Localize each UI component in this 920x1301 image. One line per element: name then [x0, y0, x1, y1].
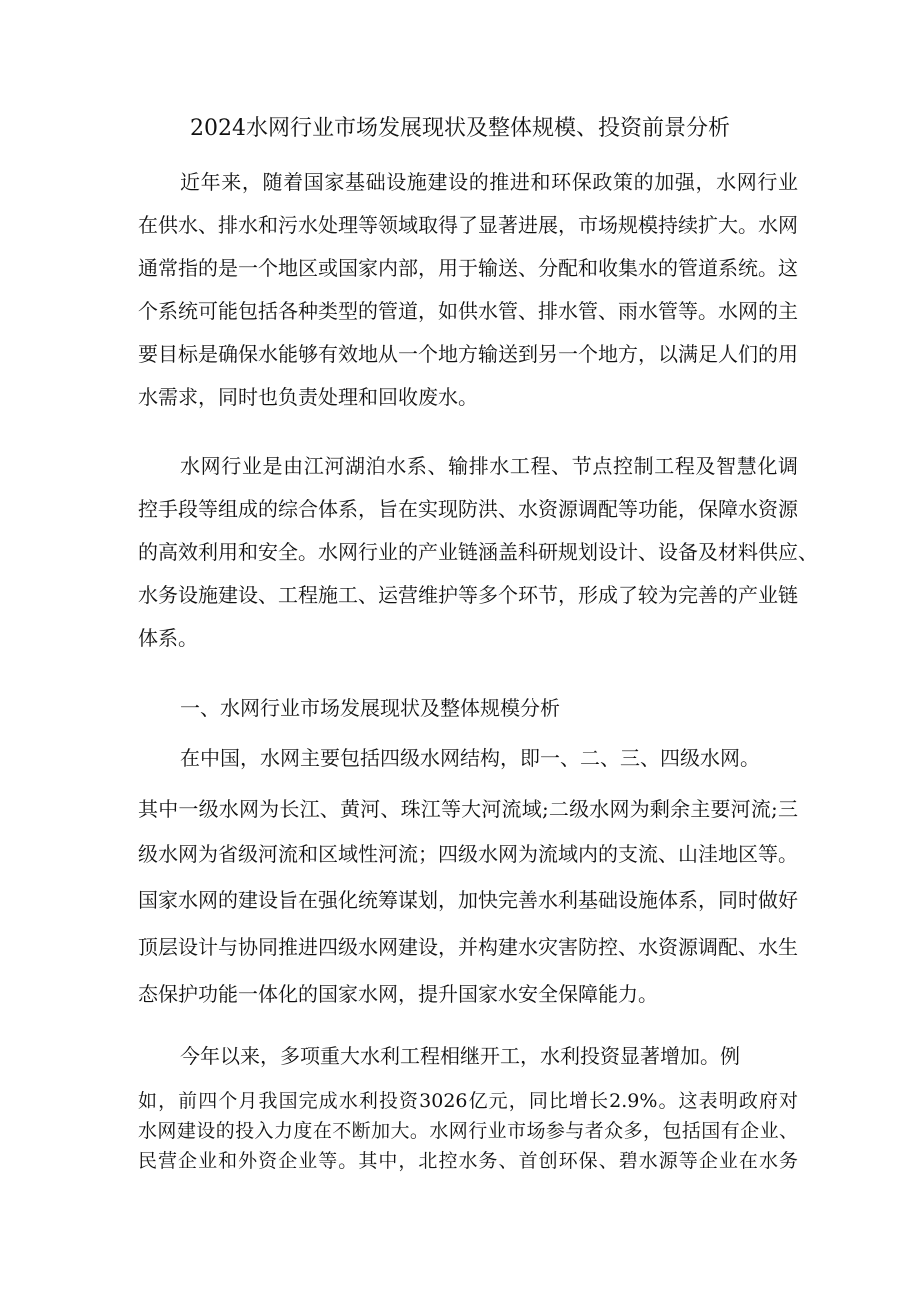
paragraph-3-line-4: 国家水网的建设旨在强化统筹谋划，加快完善水利基础设施体系，同时做好	[138, 888, 798, 912]
document-title: 2024水网行业市场发展现状及整体规模、投资前景分析	[190, 116, 730, 141]
paragraph-2-line-4: 水务设施建设、工程施工、运营维护等多个环节，形成了较为完善的产业链	[138, 583, 798, 607]
section-heading-1: 一、水网行业市场发展现状及整体规模分析	[180, 696, 560, 720]
paragraph-3-line-2: 其中一级水网为长江、黄河、珠江等大河流域;二级水网为剩余主要河流;三	[138, 797, 798, 821]
paragraph-3-line-6: 态保护功能一体化的国家水网，提升国家水安全保障能力。	[138, 982, 658, 1006]
paragraph-1-line-2: 在供水、排水和污水处理等领域取得了显著进展，市场规模持续扩大。水网	[138, 213, 798, 237]
paragraph-4-line-2: 如，前四个月我国完成水利投资3026亿元，同比增长2.9%。这表明政府对	[138, 1090, 798, 1112]
paragraph-1-line-6: 水需求，同时也负责处理和回收废水。	[138, 385, 478, 409]
paragraph-4-line-1: 今年以来，多项重大水利工程相继开工，水利投资显著增加。例	[180, 1044, 740, 1068]
paragraph-2-line-3: 的高效利用和安全。水网行业的产业链涵盖科研规划设计、设备及材料供应、	[138, 540, 818, 564]
paragraph-3-line-5: 顶层设计与协同推进四级水网建设，并构建水灾害防控、水资源调配、水生	[138, 935, 798, 959]
paragraph-1-line-5: 要目标是确保水能够有效地从一个地方输送到另一个地方，以满足人们的用	[138, 342, 798, 366]
paragraph-3-line-3: 级水网为省级河流和区域性河流；四级水网为流域内的支流、山洼地区等。	[138, 842, 798, 866]
paragraph-1-line-3: 通常指的是一个地区或国家内部，用于输送、分配和收集水的管道系统。这	[138, 256, 798, 280]
paragraph-1-line-4: 个系统可能包括各种类型的管道，如供水管、排水管、雨水管等。水网的主	[138, 299, 798, 323]
paragraph-4-line-4: 民营企业和外资企业等。其中，北控水务、首创环保、碧水源等企业在水务	[138, 1150, 798, 1172]
paragraph-2-line-5: 体系。	[138, 626, 198, 650]
paragraph-4-line-3: 水网建设的投入力度在不断加大。水网行业市场参与者众多，包括国有企业、	[138, 1120, 798, 1142]
paragraph-1-line-1: 近年来，随着国家基础设施建设的推进和环保政策的加强，水网行业	[180, 170, 798, 194]
paragraph-2-line-2: 控手段等组成的综合体系，旨在实现防洪、水资源调配等功能，保障水资源	[138, 497, 798, 521]
paragraph-2-line-1: 水网行业是由江河湖泊水系、输排水工程、节点控制工程及智慧化调	[180, 454, 798, 478]
paragraph-3-line-1: 在中国，水网主要包括四级水网结构，即一、二、三、四级水网。	[180, 746, 760, 770]
